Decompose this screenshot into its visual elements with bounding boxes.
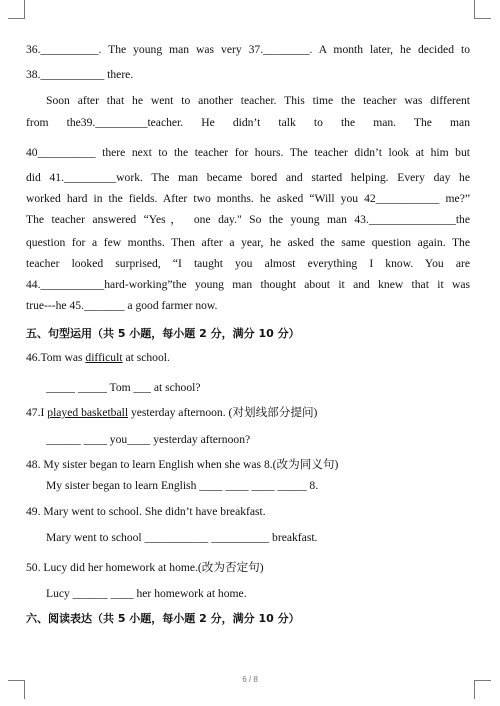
passage-line-12: true---he 45._______ a good farmer now.: [26, 299, 218, 312]
question-47-text: 47.I: [26, 406, 48, 419]
passage-line-1: 36.__________. The young man was very 37.________. A month later, he decided to: [26, 43, 470, 56]
crop-mark-top-left: [8, 0, 25, 19]
question-47-text-end: yesterday afternoon. (对划线部分提问): [128, 406, 318, 419]
question-49: 49. Mary went to school. She didn’t have breakfast.: [26, 505, 266, 518]
passage-line-11: 44.___________hard-working”the young man thought about it and knew that it was: [26, 278, 470, 291]
question-48: 48. My sister began to learn English when she was 8.(改为同义句): [26, 458, 339, 471]
question-46-answer-line[interactable]: _____ _____ Tom ___ at school?: [46, 381, 201, 394]
question-46-text-end: at school.: [122, 351, 170, 364]
question-50-answer-line[interactable]: Lucy ______ ____ her homework at home.: [46, 587, 247, 600]
section-6-heading: 六、阅读表达（共 5 小题，每小题 2 分，满分 10 分）: [26, 612, 300, 625]
passage-line-8: The teacher answered “Yes， one day." So the young man 43._______________the: [26, 213, 470, 226]
question-48-answer-line[interactable]: My sister began to learn English ____ ____ ____ _____ 8.: [46, 479, 319, 492]
question-46-text: 46.Tom was: [26, 351, 86, 364]
passage-line-3: Soon after that he went to another teacher. This time the teacher was different: [46, 94, 470, 107]
question-49-answer-line[interactable]: Mary went to school ___________ __________ breakfast.: [46, 531, 318, 544]
question-46: [26, 351, 470, 365]
passage-line-2: 38.___________ there.: [26, 68, 134, 81]
crop-mark-top-right: [474, 0, 491, 19]
question-50: 50. Lucy did her homework at home.(改为否定句): [26, 561, 264, 574]
question-47-underlined: played basketball: [47, 406, 129, 419]
passage-line-7: worked hard in the fields. After two months. he asked “Will you 42___________ me?”: [26, 192, 470, 205]
question-46-underlined: difficult: [85, 351, 123, 364]
question-47: [26, 406, 470, 420]
passage-line-6: did 41._________work. The man became bored and started helping. Every day he: [26, 171, 470, 184]
question-47-answer-line[interactable]: ______ ____ you____ yesterday afternoon?: [46, 433, 251, 446]
section-5-heading: 五、句型运用（共 5 小题，每小题 2 分，满分 10 分）: [26, 327, 300, 340]
passage-line-4: from the39._________teacher. He didn’t talk to the man. The man: [26, 116, 470, 129]
page-number: 6 / 8: [242, 675, 258, 684]
passage-line-10: teacher looked surprised, “I taught you almost everything I know. You are: [26, 257, 470, 270]
passage-line-5: 40__________ there next to the teacher for hours. The teacher didn’t look at him but: [26, 146, 470, 159]
passage-line-9: question for a few months. Then after a year, he asked the same question again. The: [26, 236, 470, 249]
